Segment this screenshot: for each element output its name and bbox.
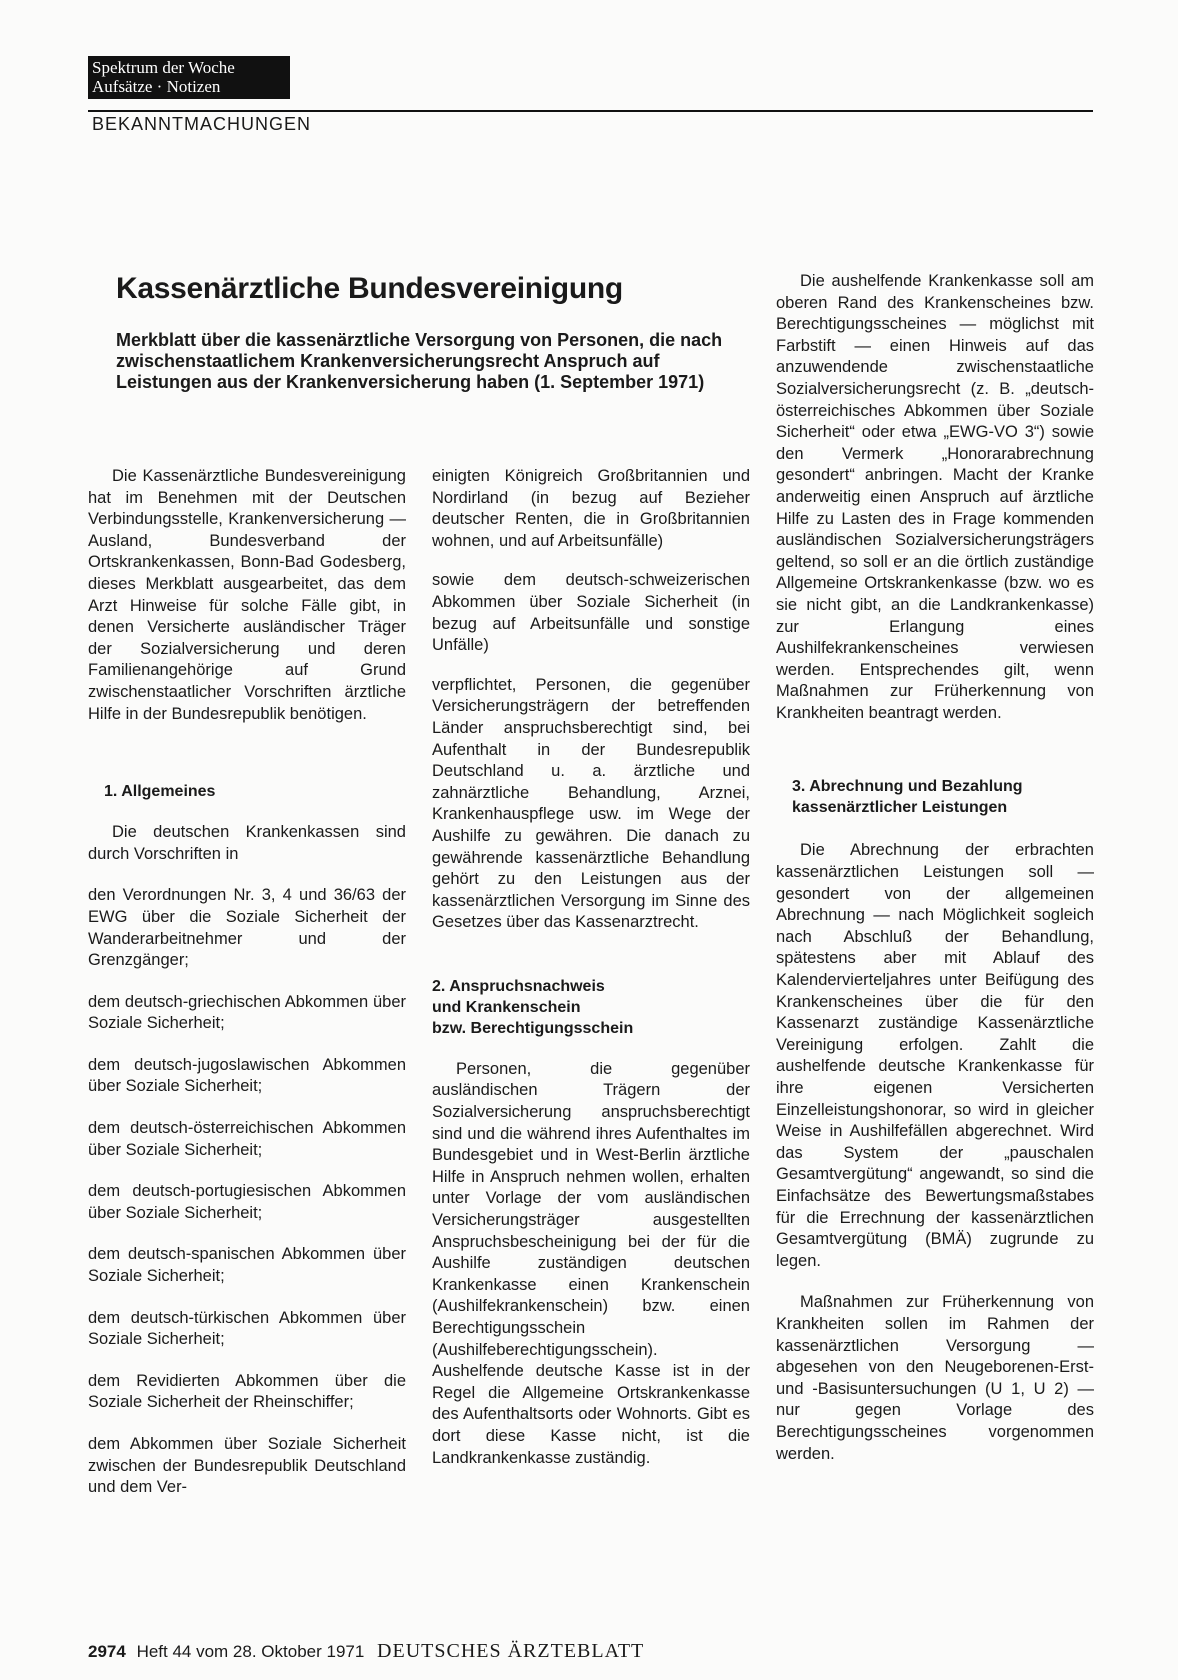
footer <box>88 1640 644 1663</box>
section-3-heading-line-2: kassenärztlicher Leistungen <box>792 799 1008 817</box>
paragraph-swiss: sowie dem deutsch-schweizerischen Abkommen über Soziale Sicherheit (in bezug auf Arbeitsunfälle und sonstige Unfälle) <box>432 571 750 655</box>
section-2-heading-line-1: 2. Anspruchsnachweis <box>432 977 605 995</box>
masthead <box>88 56 290 99</box>
paragraph-continued: einigten Königreich Großbritannien und Nordirland (in bezug auf Bezieher deutscher Renten, die in Großbritannien wohnen, und auf Arbeitsunfälle) <box>432 467 750 550</box>
section-1-heading: 1. Allgemeines <box>104 783 216 801</box>
column-2 <box>432 466 750 1469</box>
column-1 <box>88 466 406 1499</box>
section-2-paragraph: Personen, die gegenüber ausländischen Trägern der Sozialversicherung anspruchsberechtigt sind und die während ihres Aufenthaltes im Bundesgebiet und in West-Berlin ärztliche Hilfe in Anspruch nehmen wollen, erhalten unter Vorlage der vom ausländischen Versicherungsträger ausgestellten Anspruchsbescheinigung bei der für die Aushilfe zuständigen deutschen Krankenkasse einen Krankenschein (Aushilfekrankenschein) bzw. einen Berechtigungsschein (Aushilfeberechtigungsschein). Aushelfende deutsche Kasse ist in der Regel die Allgemeine Ortskrankenkasse des Aufenthaltsorts oder Wohnorts. Gibt es dort diese Kasse nicht, ist die Landkrankenkasse zuständig. <box>432 1059 750 1467</box>
masthead-line-2: Aufsätze · Notizen <box>92 77 221 96</box>
paragraph-obligation: verpflichtet, Personen, die gegenüber Versicherungsträgern der betreffenden Länder anspruchsberechtigt sind, bei Aufenthalt in der Bundesrepublik Deutschland u. a. ärztliche und zahnärztliche Behandlung, Arznei, Krankenhauspflege usw. im Wege der Aushilfe zu gewähren. Die danach zu gewährende kassenärztliche Behandlung gehört zu den Leistungen aus der kassenärztlichen Versorgung im Sinne des Gesetzes über das Kassenarztrecht. <box>432 675 750 932</box>
column-3 <box>776 271 1094 1465</box>
list-item: dem deutsch-griechischen Abkommen über Soziale Sicherheit; <box>88 992 406 1033</box>
page-number: 2974 <box>88 1642 126 1661</box>
section-label: BEKANNTMACHUNGEN <box>92 114 312 134</box>
journal-name: DEUTSCHES ÄRZTEBLATT <box>377 1640 645 1662</box>
section-2-heading <box>432 976 750 1039</box>
section-2-heading-line-2: und Krankenschein <box>432 998 581 1016</box>
section-3-heading-line-1: 3. Abrechnung und Bezahlung <box>792 778 1023 796</box>
list-item: dem deutsch-portugiesischen Abkommen über Soziale Sicherheit; <box>88 1182 406 1222</box>
list-item: dem deutsch-türkischen Abkommen über Soziale Sicherheit; <box>88 1308 406 1349</box>
section-2-heading-line-3: bzw. Berechtigungsschein <box>432 1019 634 1037</box>
list-item: dem Revidierten Abkommen über die Soziale Sicherheit der Rheinschiffer; <box>88 1371 406 1412</box>
issue-info: Heft 44 vom 28. Oktober 1971 <box>136 1642 365 1661</box>
list-item: dem deutsch-jugoslawischen Abkommen über Soziale Sicherheit; <box>88 1055 406 1096</box>
subhead: Merkblatt über die kassenärztliche Versorgung von Personen, die nach zwischenstaatlichem Krankenversicherungsrecht Anspruch auf Leistungen aus der Krankenversicherung haben (1. September 1971) <box>116 330 723 392</box>
column-3-paragraph-1: Die aushelfende Krankenkasse soll am oberen Rand des Krankenscheines bzw. Berechtigungsscheines — möglichst mit Farbstift — einen Hinweis auf das anzuwendende zwischenstaatliche Sozialversicherungsrecht (z. B. „deutsch-österreichisches Abkommen über Soziale Sicherheit“ oder etwa „EWG-VO 3“) sowie den Vermerk „Honorarabrechnung gesondert“ anbringen. Macht der Kranke anderweitig einen Anspruch auf ärztliche Hilfe zu Lasten des in Frage kommenden ausländischen Sozialversicherungsträgers geltend, so soll er an die örtlich zuständige Allgemeine Ortskrankenkasse (bzw. wo es sie nicht gibt, an die Landkrankenkasse) zur Erlangung eines Aushilfekrankenscheines verwiesen werden. Entsprechendes gilt, wenn Maßnahmen zur Früherkennung von Krankheiten beantragt werden. <box>776 272 1094 722</box>
list-item: den Verordnungen Nr. 3, 4 und 36/63 der EWG über die Soziale Sicherheit der Wanderarbeitnehmer und der Grenzgänger; <box>88 886 406 970</box>
list-item: dem Abkommen über Soziale Sicherheit zwischen der Bundesrepublik Deutschland und dem Ver- <box>88 1435 406 1497</box>
list-item: dem deutsch-österreichischen Abkommen über Soziale Sicherheit; <box>88 1119 406 1159</box>
intro-paragraph: Die Kassenärztliche Bundesvereinigung hat im Benehmen mit der Deutschen Verbindungsstelle, Krankenversicherung — Ausland, Bundesverband der Ortskrankenkassen, Bonn-Bad Godesberg, dieses Merkblatt ausgearbeitet, das dem Arzt Hinweise für solche Fälle gibt, in denen Versicherte ausländischer Träger der Sozialversicherung und deren Familienangehörige auf Grund zwischenstaatlicher Vorschriften ärztliche Hilfe in der Bundesrepublik benötigen. <box>88 467 406 723</box>
section-3-paragraph-2: Maßnahmen zur Früherkennung von Krankheiten sollen im Rahmen der kassenärztlichen Versorgung — abgesehen von den Neugeborenen-Erst- und -Basisuntersuchungen (U 1, U 2) — nur gegen Vorlage des Berechtigungsscheines vorgenommen werden. <box>776 1293 1094 1463</box>
masthead-line-1: Spektrum der Woche <box>92 58 235 77</box>
headline: Kassenärztliche Bundesvereinigung <box>116 272 623 305</box>
header-rule <box>88 110 1093 112</box>
section-3-paragraph-1: Die Abrechnung der erbrachten kassenärztlichen Leistungen soll — gesondert von der allgemeinen Abrechnung — nach Möglichkeit sogleich nach Abschluß der Behandlung, spätestens aber mit Ablauf des Kalendervierteljahres unter Beifügung des Krankenscheines über die für den Kassenarzt zuständige Kassenärztliche Vereinigung erfolgen. Zahlt die aushelfende deutsche Krankenkasse für ihre eigenen Versicherten Einzelleistungshonorar, so wird in gleicher Weise in Aushilfefällen abgerechnet. Wird das System der „pauschalen Gesamtvergütung“ angewandt, so sind die Einfachsätze des Bewertungsmaßstabes für die Errechnung der kassenärztlichen Gesamtvergütung (BMÄ) zugrunde zu legen. <box>776 841 1094 1270</box>
section-3-heading <box>792 776 1094 818</box>
list-item: dem deutsch-spanischen Abkommen über Soziale Sicherheit; <box>88 1245 406 1286</box>
section-1-paragraph: Die deutschen Krankenkassen sind durch Vorschriften in <box>88 823 406 863</box>
